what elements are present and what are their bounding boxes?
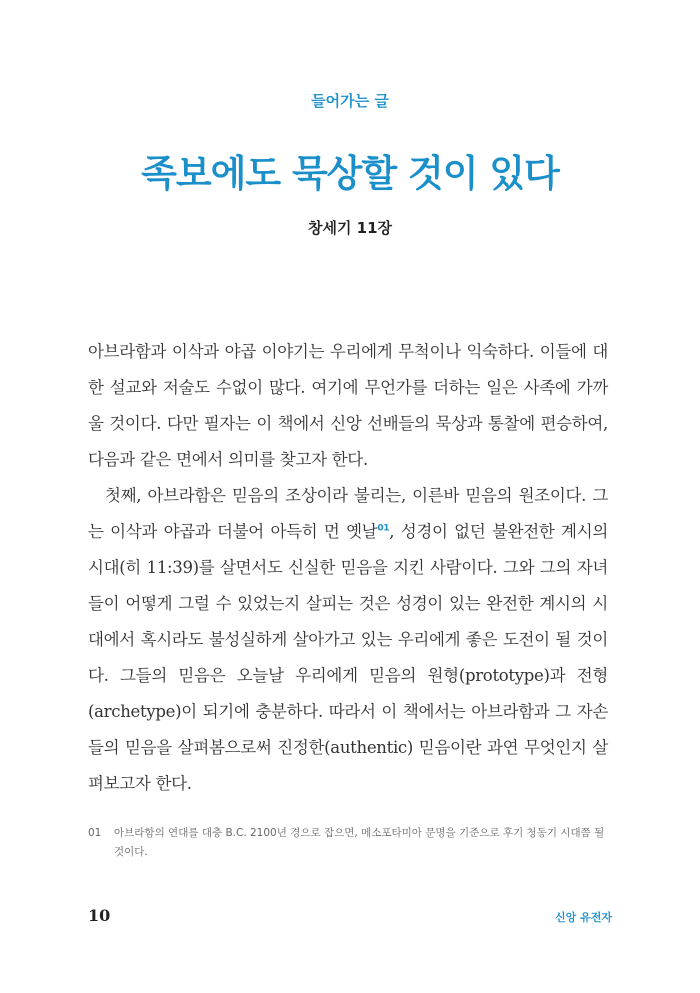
paragraph-2-text-before: 첫째, 아브라함은 믿음의 조상이라 불리는, 이른바 믿음의 원조이다. 그는 이삭과 야곱과 더불어 아득히 먼 옛날	[88, 486, 608, 541]
running-title: 신앙 유전자	[555, 911, 612, 924]
chapter-title: 족보에도 묵상할 것이 있다	[141, 151, 559, 195]
footnote-number: 01	[88, 827, 102, 839]
chapter-subtitle: 창세기 11장	[307, 219, 393, 237]
body-paragraph-1: 아브라함과 이삭과 야곱 이야기는 우리에게 무척이나 익숙하다. 이들에 대한 설교와 저술도 수없이 많다. 여기에 무언가를 더하는 일은 사족에 가까울 것이다. 다만 필자는 이 책에서 신앙 선배들의 묵상과 통찰에 편승하여, 다음과 같은 면에서 의미를 찾고자 한다.	[88, 342, 608, 469]
paragraph-2-text-after: , 성경이 없던 불완전한 계시의 시대(히 11:39)를 살면서도 신실한 믿음을 지킨 사람이다. 그와 그의 자녀들이 어떻게 그럴 수 있었는지 살피는 것은 성경이 있는 완전한 계시의 시대에서 혹시라도 불성실하게 살아가고 있는 우리에게 좋은 도전이 될 것이다. 그들의 믿음은 오늘날 우리에게 믿음의 원형(prototype)과 전형(archetype)이 되기에 충분하다. 따라서 이 책에서는 아브라함과 그 자손들의 믿음을 살펴봄으로써 진정한(authentic) 믿음이란 과연 무엇인지 살펴보고자 한다.	[88, 522, 608, 793]
body-paragraph-2	[88, 478, 608, 802]
footnote	[88, 824, 608, 862]
footnote-text: 아브라함의 연대를 대충 B.C. 2100년 경으로 잡으면, 메소포타미아 문명을 기준으로 후기 청동기 시대쯤 될 것이다.	[114, 827, 605, 858]
body-text	[88, 334, 608, 802]
page-number: 10	[88, 906, 111, 925]
footnote-reference[interactable]: 01	[377, 523, 390, 534]
section-kicker: 들어가는 글	[311, 92, 389, 110]
